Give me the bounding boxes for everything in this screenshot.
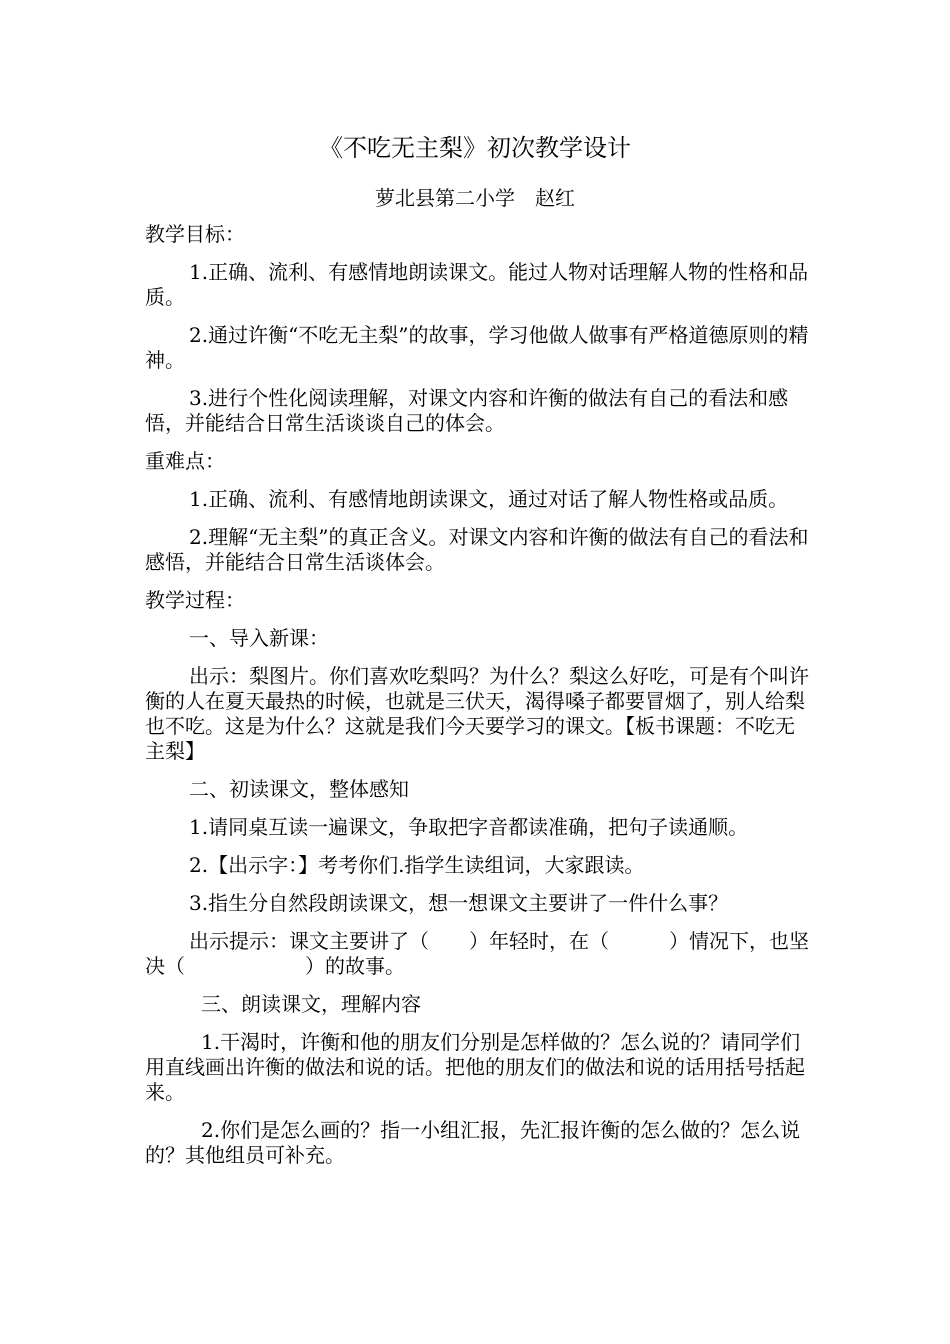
document-title: 《不吃无主梨》初次教学设计	[319, 134, 631, 162]
subsection-heading: 一、导入新课：	[189, 626, 329, 650]
document-body	[145, 222, 810, 1168]
section-heading-goals: 教学目标：	[145, 222, 245, 246]
paragraph: 1.正确、流利、有感情地朗读课文。能过人物对话理解人物的性格和品质。	[145, 260, 809, 309]
paragraph: 3.进行个性化阅读理解，对课文内容和许衡的做法有自己的看法和感悟，并能结合日常生活谈谈自己的体会。	[145, 386, 789, 435]
paragraph: 2.理解“无主梨”的真正含义。对课文内容和许衡的做法有自己的看法和感悟，并能结合日常生活谈体会。	[145, 525, 809, 574]
paragraph: 出示：梨图片。你们喜欢吃梨吗？为什么？梨这么好吃，可是有个叫许衡的人在夏天最热的时候，也就是三伏天，渴得嗓子都要冒烟了，别人给梨也不吃。这是为什么？这就是我们今天要学习的课文。【板书课题：不吃无主梨】	[145, 664, 809, 763]
paragraph: 2.通过许衡“不吃无主梨”的故事，学习他做人做事有严格道德原则的精神。	[145, 323, 809, 372]
paragraph: 3.指生分自然段朗读课文，想一想课文主要讲了一件什么事？	[189, 891, 729, 915]
subsection-heading: 三、朗读课文，理解内容	[201, 992, 421, 1016]
paragraph: 2.你们是怎么画的？指一小组汇报，先汇报许衡的怎么做的？怎么说的？其他组员可补充。	[145, 1118, 801, 1167]
section-heading-process: 教学过程：	[145, 588, 245, 612]
paragraph: 1.请同桌互读一遍课文，争取把字音都读准确，把句子读通顺。	[189, 815, 749, 839]
author-line: 萝北县第二小学 赵红	[375, 186, 575, 210]
section-heading-key-points: 重难点：	[145, 449, 225, 473]
paragraph: 出示提示：课文主要讲了（ ）年轻时，在（ ）情况下，也坚决（ ）的故事。	[145, 929, 809, 978]
paragraph: 2.【出示字：】考考你们.指学生读组词，大家跟读。	[189, 853, 645, 877]
paragraph: 1.干渴时，许衡和他的朋友们分别是怎样做的？怎么说的？请同学们用直线画出许衡的做法和说的话。把他的朋友们的做法和说的话用括号括起来。	[145, 1030, 805, 1104]
paragraph: 1.正确、流利、有感情地朗读课文，通过对话了解人物性格或品质。	[189, 487, 789, 511]
subsection-heading: 二、初读课文，整体感知	[189, 777, 409, 801]
